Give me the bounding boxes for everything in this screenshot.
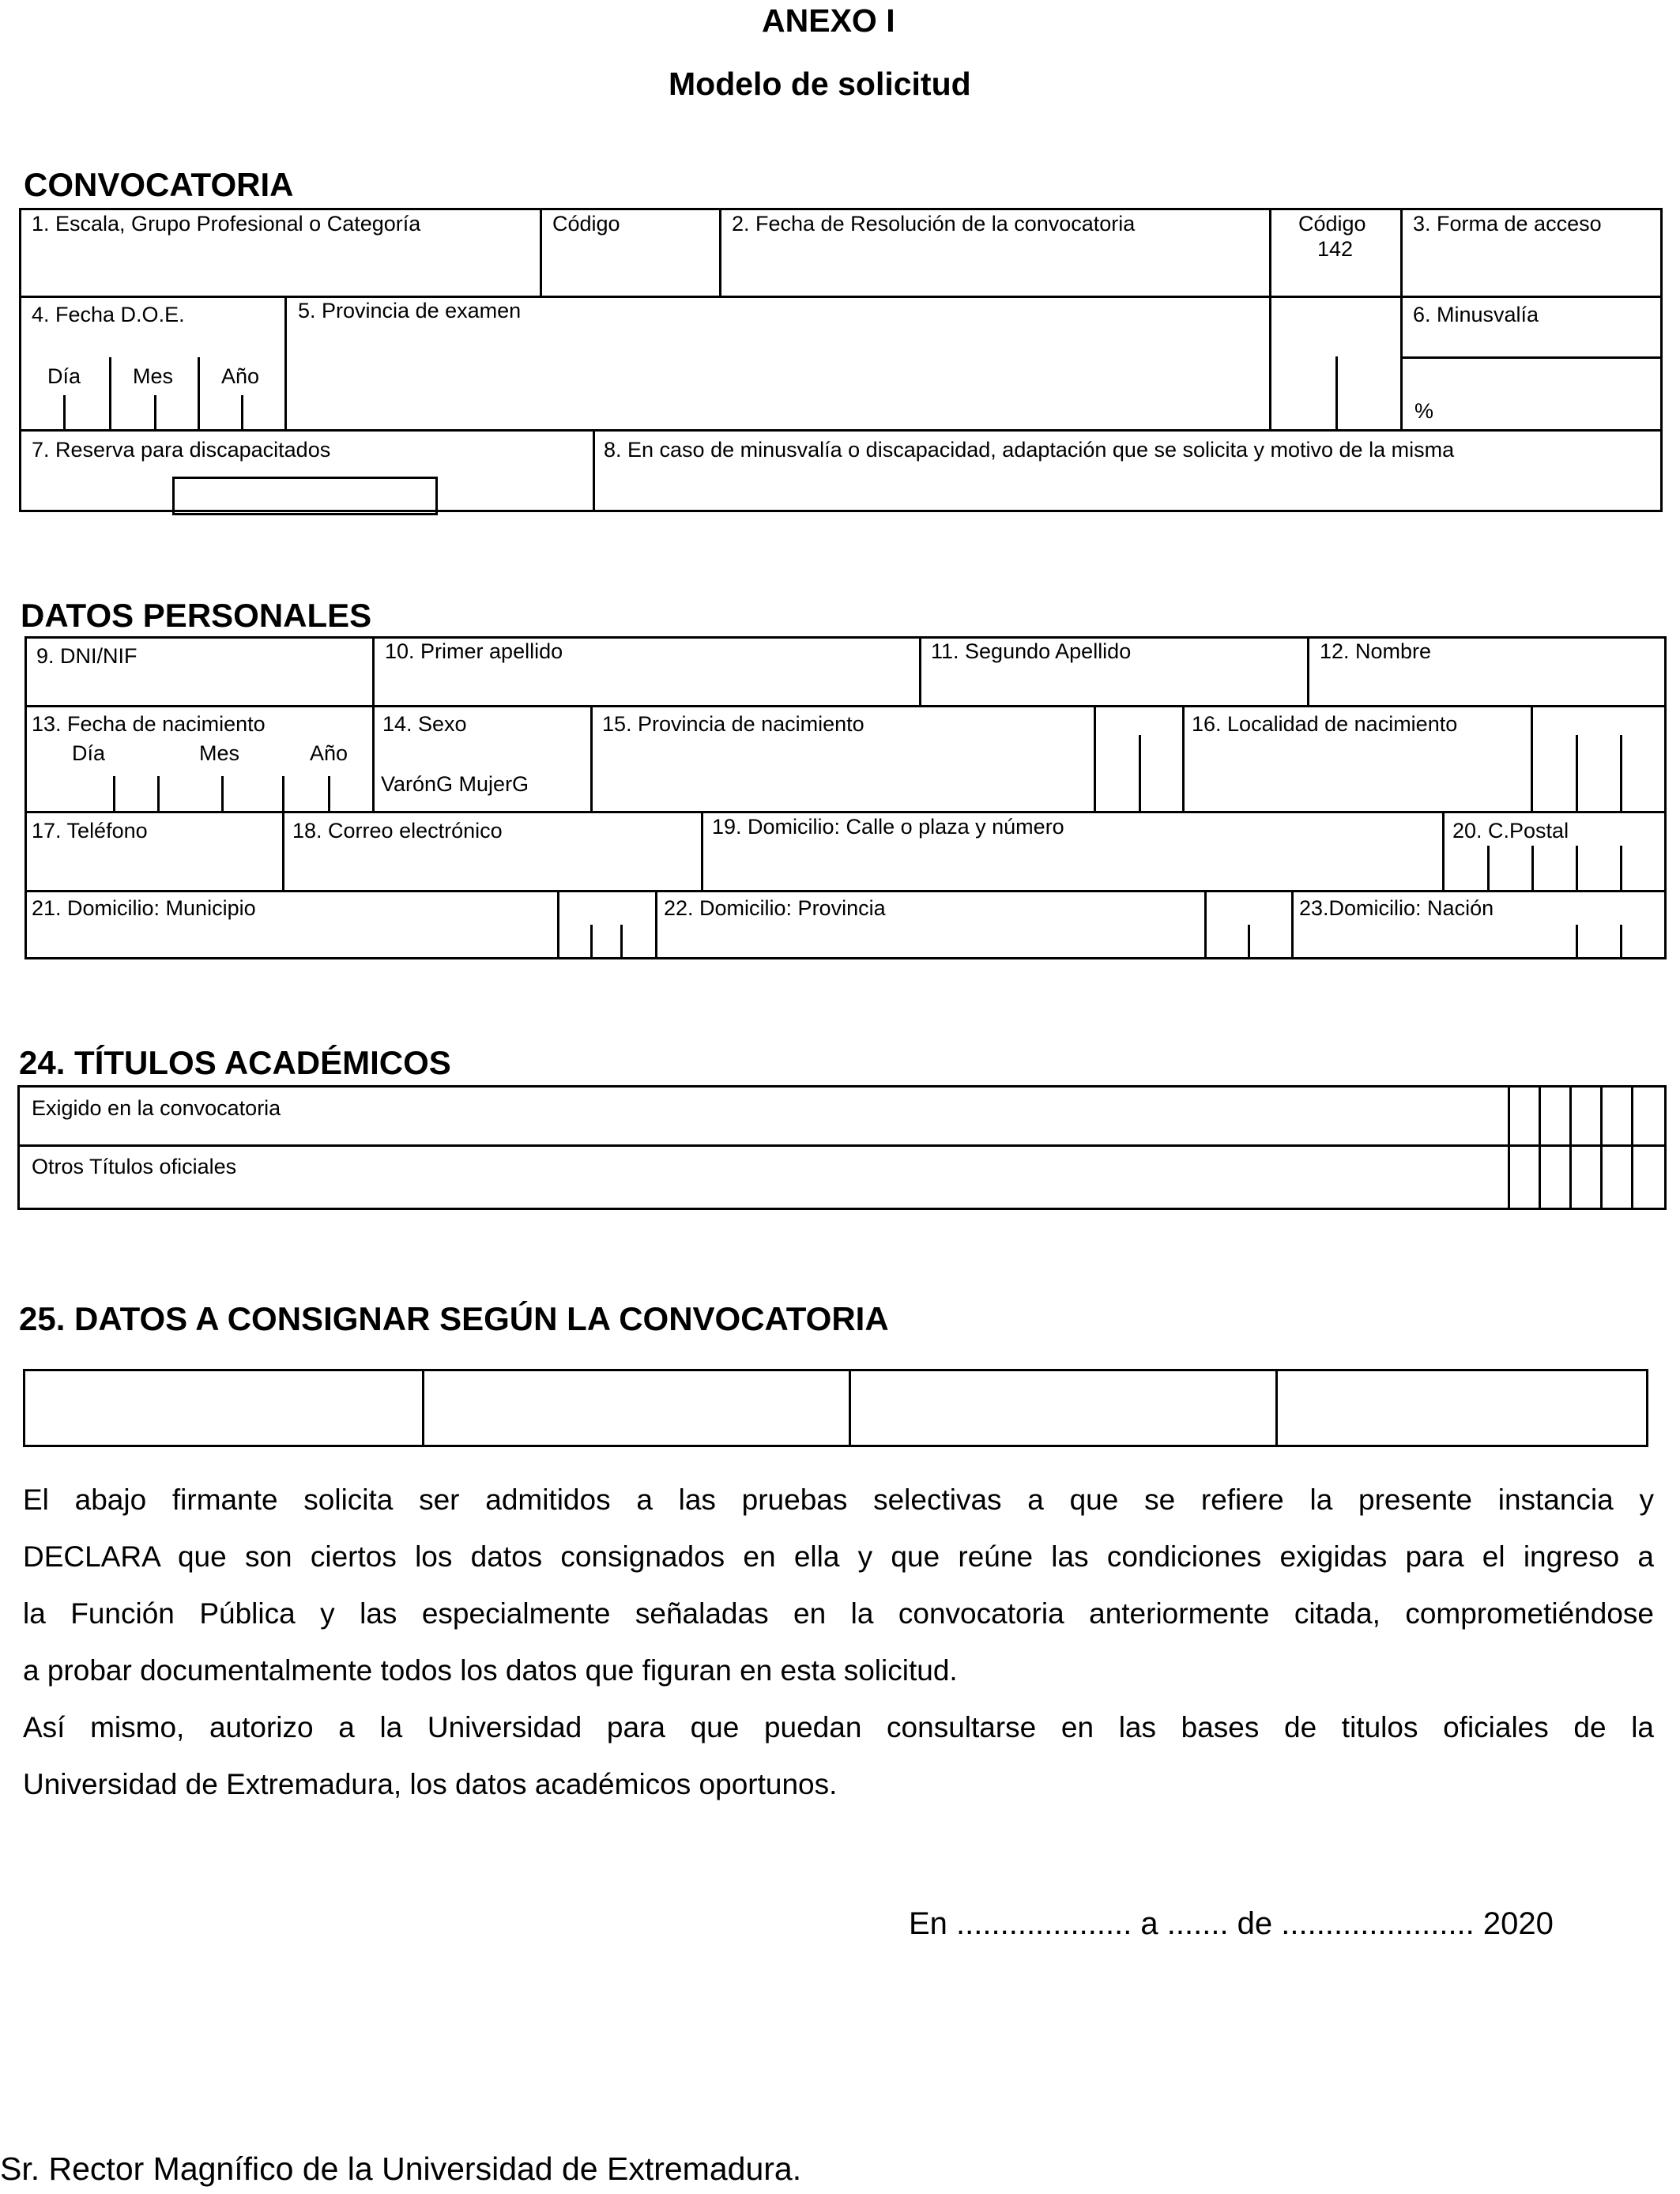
minusvalia-label: 6. Minusvalía <box>1413 303 1539 326</box>
annex-title: ANEXO I <box>762 2 895 39</box>
fecha-doe-label: 4. Fecha D.O.E. <box>32 303 185 326</box>
nac-mes-label: Mes <box>199 741 240 765</box>
doe-mes-label: Mes <box>133 364 174 388</box>
provincia-examen-label: 5. Provincia de examen <box>298 299 522 322</box>
reserva-label: 7. Reserva para discapacitados <box>32 438 331 462</box>
nacion-label: 23.Domicilio: Nación <box>1299 896 1494 920</box>
doe-anio-label: Año <box>221 364 260 388</box>
doe-dia-label: Día <box>47 364 81 388</box>
place-date-line: En .................... a ....... de ...................... 2020 <box>909 1906 1554 1941</box>
section-titulos-title: 24. TÍTULOS ACADÉMICOS <box>19 1044 451 1081</box>
section-personales-title: DATOS PERSONALES <box>21 597 372 634</box>
sexo-label: 14. Sexo <box>382 712 467 736</box>
addressee: Sr. Rector Magnífico de la Universidad de Extremadura. <box>0 2151 802 2187</box>
codigo-postal-label: 20. C.Postal <box>1452 819 1569 843</box>
percent-sign: % <box>1414 399 1434 423</box>
nac-anio-label: Año <box>310 741 348 765</box>
codigo-label-right: Código <box>1298 212 1366 236</box>
authorization-line: Universidad de Extremadura, los datos académicos oportunos. <box>23 1768 838 1800</box>
declaration-line: El abajo firmante solicita ser admitidos a las pruebas selectivas a que se refiere la presente instancia y <box>23 1483 1654 1516</box>
municipio-label: 21. Domicilio: Municipio <box>32 896 256 920</box>
declaration-line: la Función Pública y las especialmente señaladas en la convocatoria anteriormente citada, comprometiéndose <box>23 1597 1654 1630</box>
domicilio-calle-label: 19. Domicilio: Calle o plaza y número <box>712 815 1064 839</box>
form-subtitle: Modelo de solicitud <box>669 66 971 102</box>
adaptacion-label: 8. En caso de minusvalía o discapacidad, adaptación que se solicita y motivo de la misma <box>604 438 1455 462</box>
dni-label: 9. DNI/NIF <box>36 644 137 668</box>
forma-acceso-label: 3. Forma de acceso <box>1413 212 1602 236</box>
codigo-label: Código <box>552 212 620 236</box>
fecha-resolucion-label: 2. Fecha de Resolución de la convocatoria <box>732 212 1136 236</box>
telefono-label: 17. Teléfono <box>32 819 148 843</box>
escala-label: 1. Escala, Grupo Profesional o Categoría <box>32 212 421 236</box>
declaration-line: a probar documentalmente todos los datos que figuran en esta solicitud. <box>23 1654 958 1687</box>
authorization-line: Así mismo, autorizo a la Universidad para que puedan consultarse en las bases de titulos oficiales de la <box>23 1711 1654 1744</box>
section-convocatoria-title: CONVOCATORIA <box>24 166 294 203</box>
declaration-line: DECLARA que son ciertos los datos consignados en ella y que reúne las condiciones exigidas para el ingreso a <box>23 1540 1654 1573</box>
nombre-label: 12. Nombre <box>1320 639 1432 663</box>
fecha-nacimiento-label: 13. Fecha de nacimiento <box>32 712 266 736</box>
segundo-apellido-label: 11. Segundo Apellido <box>931 639 1132 663</box>
provincia-label: 22. Domicilio: Provincia <box>664 896 886 920</box>
reserva-checkbox[interactable] <box>172 477 438 515</box>
provincia-nacimiento-label: 15. Provincia de nacimiento <box>602 712 864 736</box>
correo-label: 18. Correo electrónico <box>292 819 503 843</box>
localidad-nacimiento-label: 16. Localidad de nacimiento <box>1192 712 1458 736</box>
nac-dia-label: Día <box>72 741 106 765</box>
titulo-exigido-label: Exigido en la convocatoria <box>32 1096 281 1120</box>
sexo-options[interactable]: VarónG MujerG <box>381 772 529 796</box>
codigo-value: 142 <box>1317 237 1354 261</box>
section-datos-title: 25. DATOS A CONSIGNAR SEGÚN LA CONVOCATORIA <box>19 1300 889 1337</box>
primer-apellido-label: 10. Primer apellido <box>385 639 563 663</box>
declaration-paragraph <box>23 1472 1654 1813</box>
otros-titulos-label: Otros Títulos oficiales <box>32 1155 237 1178</box>
